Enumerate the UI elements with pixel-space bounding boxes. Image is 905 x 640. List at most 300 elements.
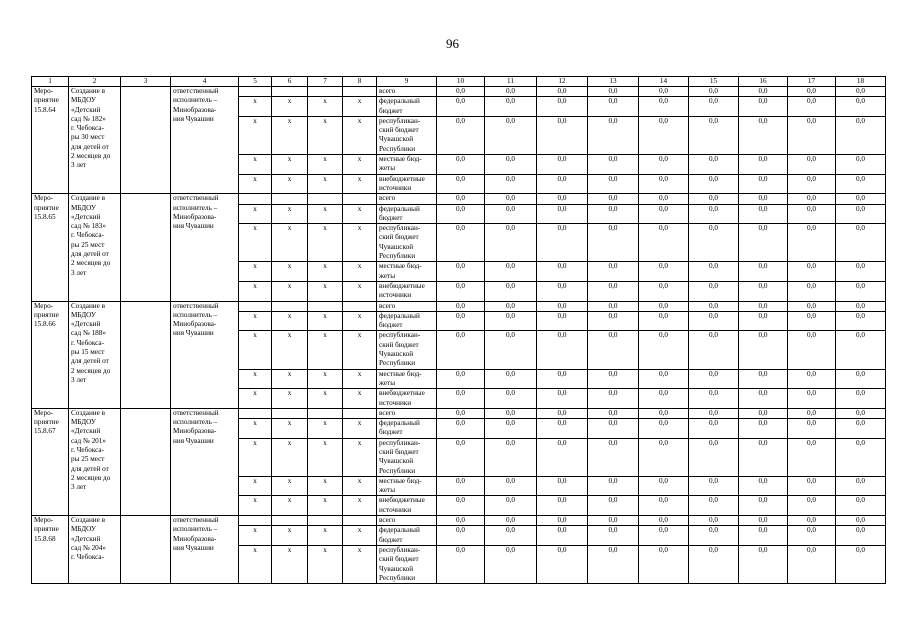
text-line: Минобразова-	[173, 105, 217, 114]
value-cell	[485, 281, 537, 301]
value-text: 0,0	[456, 526, 465, 535]
text-line: «Детский	[71, 320, 101, 329]
value-cell	[788, 311, 836, 331]
x-mark: x	[287, 174, 292, 183]
value-cell	[689, 516, 739, 526]
code-mark-cell	[343, 419, 377, 439]
x-mark: x	[287, 419, 292, 428]
x-mark: x	[357, 311, 362, 320]
x-mark: x	[357, 476, 362, 485]
text-line: 3 лет	[71, 268, 87, 277]
value-text: 0,0	[608, 116, 618, 125]
value-text: 0,0	[456, 174, 465, 183]
value-cell	[689, 281, 739, 301]
code-mark-cell	[308, 194, 343, 204]
value-text: 0,0	[807, 301, 816, 310]
value-cell	[537, 311, 588, 331]
value-cell	[689, 262, 739, 282]
code-mark-cell	[272, 97, 308, 117]
text-line: приятие	[34, 203, 59, 212]
value-text: 0,0	[807, 97, 816, 106]
value-text: 0,0	[557, 369, 567, 378]
x-mark: x	[357, 369, 362, 378]
value-cell	[739, 281, 788, 301]
code-mark-cell	[343, 174, 377, 194]
value-cell	[788, 224, 836, 262]
value-text: 0,0	[659, 174, 668, 183]
value-cell	[588, 97, 639, 117]
column-header: 17	[788, 77, 836, 87]
value-text: 0,0	[557, 155, 567, 164]
value-cell	[588, 194, 639, 204]
value-cell	[639, 408, 689, 418]
value-cell	[537, 262, 588, 282]
value-cell	[739, 155, 788, 175]
text-line: ответственный	[173, 408, 219, 417]
value-cell	[836, 311, 886, 331]
value-cell	[639, 369, 689, 389]
value-cell	[588, 204, 639, 224]
value-cell	[437, 438, 485, 476]
value-text: 0,0	[659, 496, 668, 505]
code-mark-cell	[343, 545, 377, 583]
value-text: 0,0	[856, 116, 865, 125]
value-cell	[485, 311, 537, 331]
value-cell	[739, 311, 788, 331]
page-number: 96	[446, 36, 459, 51]
value-cell	[485, 526, 537, 546]
x-mark: x	[357, 496, 362, 505]
value-text: 0,0	[709, 369, 718, 378]
value-cell	[485, 331, 537, 369]
code-mark-cell	[239, 281, 272, 301]
x-mark: x	[253, 281, 257, 290]
value-text: 0,0	[709, 262, 718, 271]
value-text: 0,0	[506, 419, 515, 428]
text-line: Создание в	[71, 516, 106, 525]
value-cell	[689, 526, 739, 546]
value-text: 0,0	[856, 419, 865, 428]
value-text: 0,0	[709, 389, 718, 398]
text-line: исполнитель –	[173, 525, 218, 534]
value-text: 0,0	[608, 419, 618, 428]
column-header: 4	[171, 77, 239, 87]
value-text: 0,0	[807, 526, 816, 535]
value-cell	[639, 476, 689, 496]
value-cell	[588, 369, 639, 389]
text-line: исполнитель –	[173, 96, 218, 105]
value-cell	[739, 301, 788, 311]
value-text: 0,0	[608, 87, 618, 95]
column-header: 11	[485, 77, 537, 87]
code-mark-cell	[272, 194, 308, 204]
value-text: 0,0	[557, 97, 567, 106]
value-text: 0,0	[608, 389, 618, 398]
text-line: республикан-	[379, 116, 421, 125]
value-text: 0,0	[807, 194, 816, 203]
value-cell	[739, 526, 788, 546]
x-mark: x	[357, 545, 362, 554]
value-cell	[689, 408, 739, 418]
code-mark-cell	[272, 516, 308, 526]
value-cell	[788, 155, 836, 175]
value-cell	[788, 331, 836, 369]
value-cell	[588, 174, 639, 194]
code-mark-cell	[343, 389, 377, 409]
value-text: 0,0	[856, 331, 865, 340]
text-line: Создание в	[71, 87, 106, 95]
value-text: 0,0	[758, 545, 768, 554]
value-cell	[537, 194, 588, 204]
value-cell	[788, 194, 836, 204]
value-text: 0,0	[807, 476, 816, 485]
text-line: источники	[379, 505, 412, 514]
value-cell	[437, 496, 485, 516]
value-cell	[537, 526, 588, 546]
value-text: 0,0	[856, 155, 865, 164]
value-text: 0,0	[456, 224, 465, 233]
value-text: 0,0	[758, 389, 768, 398]
text-line: всего	[379, 516, 396, 525]
value-text: 0,0	[856, 545, 865, 554]
value-text: 0,0	[506, 87, 515, 95]
value-text: 0,0	[709, 224, 718, 233]
value-cell	[485, 204, 537, 224]
code-mark-cell	[239, 97, 272, 117]
code-mark-cell	[308, 476, 343, 496]
value-cell	[739, 174, 788, 194]
value-cell	[739, 496, 788, 516]
value-cell	[437, 389, 485, 409]
value-text: 0,0	[456, 419, 465, 428]
value-text: 0,0	[856, 204, 865, 213]
value-cell	[537, 204, 588, 224]
value-cell	[485, 545, 537, 583]
value-text: 0,0	[807, 204, 816, 213]
value-cell	[537, 389, 588, 409]
text-line: Чувашской	[379, 564, 414, 573]
event-description-cell	[69, 408, 121, 515]
value-text: 0,0	[709, 476, 718, 485]
value-text: 0,0	[856, 408, 865, 417]
code-mark-cell	[272, 262, 308, 282]
text-line: 3 лет	[71, 375, 87, 384]
code-mark-cell	[343, 155, 377, 175]
value-text: 0,0	[506, 408, 515, 417]
code-mark-cell	[239, 155, 272, 175]
value-text: 0,0	[608, 438, 618, 447]
text-line: 15.8.67	[34, 427, 56, 436]
column-header: 1	[32, 77, 69, 87]
x-mark: x	[253, 311, 257, 320]
value-text: 0,0	[659, 155, 668, 164]
value-cell	[689, 116, 739, 154]
value-cell	[437, 311, 485, 331]
value-cell	[836, 419, 886, 439]
value-text: 0,0	[856, 526, 865, 535]
value-cell	[788, 408, 836, 418]
code-mark-cell	[308, 496, 343, 516]
code-mark-cell	[239, 389, 272, 409]
value-text: 0,0	[557, 545, 567, 554]
code-mark-cell	[239, 204, 272, 224]
text-line: Чувашской	[379, 350, 414, 359]
value-cell	[537, 369, 588, 389]
text-line: 2 месяцев до	[71, 259, 111, 268]
funding-source-cell	[377, 194, 437, 204]
value-text: 0,0	[456, 194, 465, 203]
text-line: г. Чебокса-	[71, 553, 105, 562]
value-text: 0,0	[807, 87, 816, 95]
funding-source-cell	[377, 438, 437, 476]
funding-source-cell	[377, 281, 437, 301]
funding-source-cell	[377, 389, 437, 409]
value-cell	[739, 116, 788, 154]
code-mark-cell	[308, 224, 343, 262]
event-code-cell	[32, 87, 69, 194]
code-mark-cell	[272, 87, 308, 97]
text-line: всего	[379, 301, 396, 310]
column-header: 3	[121, 77, 171, 87]
value-text: 0,0	[557, 516, 567, 525]
code-mark-cell	[308, 155, 343, 175]
value-cell	[739, 194, 788, 204]
text-line: республикан-	[379, 545, 421, 554]
value-text: 0,0	[557, 419, 567, 428]
x-mark: x	[357, 331, 362, 340]
x-mark: x	[253, 526, 257, 535]
funding-source-cell	[377, 408, 437, 418]
x-mark: x	[253, 419, 257, 428]
value-text: 0,0	[506, 311, 515, 320]
value-cell	[437, 408, 485, 418]
x-mark: x	[287, 262, 292, 271]
text-line: «Детский	[71, 212, 101, 221]
value-cell	[788, 389, 836, 409]
funding-source-cell	[377, 419, 437, 439]
value-text: 0,0	[506, 369, 515, 378]
value-text: 0,0	[856, 369, 865, 378]
funding-source-cell	[377, 331, 437, 369]
text-line: приятие	[34, 525, 59, 534]
value-cell	[437, 174, 485, 194]
value-text: 0,0	[856, 87, 865, 95]
value-text: 0,0	[557, 496, 567, 505]
value-text: 0,0	[608, 331, 618, 340]
x-mark: x	[287, 311, 292, 320]
text-line: исполнитель –	[173, 418, 218, 427]
value-text: 0,0	[506, 281, 515, 290]
value-text: 0,0	[758, 155, 768, 164]
value-text: 0,0	[506, 545, 515, 554]
x-mark: x	[287, 369, 292, 378]
value-text: 0,0	[557, 224, 567, 233]
value-text: 0,0	[506, 116, 515, 125]
value-text: 0,0	[608, 516, 618, 525]
text-line: Меро-	[34, 516, 54, 525]
code-mark-cell	[308, 389, 343, 409]
code-mark-cell	[308, 281, 343, 301]
value-cell	[437, 87, 485, 97]
value-text: 0,0	[807, 369, 816, 378]
text-line: Меро-	[34, 194, 54, 203]
text-line: исполнитель –	[173, 203, 218, 212]
value-text: 0,0	[758, 204, 768, 213]
value-text: 0,0	[807, 311, 816, 320]
x-mark: x	[357, 174, 362, 183]
x-mark: x	[323, 204, 327, 213]
value-text: 0,0	[506, 389, 515, 398]
responsible-cell	[171, 194, 239, 301]
value-cell	[739, 408, 788, 418]
text-line: всего	[379, 408, 396, 417]
x-mark: x	[323, 438, 327, 447]
value-cell	[588, 116, 639, 154]
value-cell	[437, 331, 485, 369]
value-cell	[788, 262, 836, 282]
value-cell	[588, 516, 639, 526]
text-line: ния Чувашии	[173, 436, 214, 445]
x-mark: x	[253, 174, 257, 183]
value-cell	[639, 262, 689, 282]
value-text: 0,0	[456, 369, 465, 378]
text-line: Минобразова-	[173, 320, 217, 329]
empty-cell	[121, 87, 171, 194]
text-line: г. Чебокса-	[71, 124, 105, 133]
value-text: 0,0	[856, 194, 865, 203]
value-text: 0,0	[608, 97, 618, 106]
value-text: 0,0	[856, 281, 865, 290]
value-cell	[485, 389, 537, 409]
column-header: 15	[689, 77, 739, 87]
text-line: бюджет	[379, 321, 403, 330]
value-text: 0,0	[456, 476, 465, 485]
code-mark-cell	[239, 369, 272, 389]
x-mark: x	[323, 281, 327, 290]
value-text: 0,0	[608, 262, 618, 271]
value-text: 0,0	[506, 526, 515, 535]
value-text: 0,0	[506, 476, 515, 485]
code-mark-cell	[308, 438, 343, 476]
x-mark: x	[323, 155, 327, 164]
value-text: 0,0	[608, 281, 618, 290]
value-text: 0,0	[659, 526, 668, 535]
column-header: 14	[639, 77, 689, 87]
x-mark: x	[253, 262, 257, 271]
value-text: 0,0	[709, 97, 718, 106]
x-mark: x	[323, 419, 327, 428]
x-mark: x	[253, 369, 257, 378]
value-text: 0,0	[608, 194, 618, 203]
value-cell	[537, 224, 588, 262]
event-code-cell	[32, 408, 69, 515]
x-mark: x	[323, 545, 327, 554]
value-text: 0,0	[758, 408, 768, 417]
value-cell	[788, 476, 836, 496]
value-text: 0,0	[506, 516, 515, 525]
column-header: 16	[739, 77, 788, 87]
text-line: ский бюджет	[379, 447, 419, 456]
value-text: 0,0	[758, 281, 768, 290]
value-text: 0,0	[659, 516, 668, 525]
code-mark-cell	[308, 301, 343, 311]
value-cell	[689, 369, 739, 389]
code-mark-cell	[343, 301, 377, 311]
value-text: 0,0	[557, 476, 567, 485]
text-line: Республики	[379, 573, 416, 582]
x-mark: x	[357, 526, 362, 535]
value-text: 0,0	[758, 496, 768, 505]
value-text: 0,0	[709, 194, 718, 203]
code-mark-cell	[272, 174, 308, 194]
x-mark: x	[253, 438, 257, 447]
value-cell	[588, 408, 639, 418]
value-cell	[537, 476, 588, 496]
text-line: для детей от	[71, 250, 109, 259]
value-text: 0,0	[557, 116, 567, 125]
value-cell	[639, 204, 689, 224]
value-cell	[836, 224, 886, 262]
text-line: местные бюд-	[379, 369, 422, 378]
value-text: 0,0	[659, 262, 668, 271]
value-cell	[588, 419, 639, 439]
value-cell	[485, 476, 537, 496]
value-cell	[836, 174, 886, 194]
value-cell	[689, 97, 739, 117]
value-cell	[588, 224, 639, 262]
value-cell	[788, 545, 836, 583]
text-line: сад № 188»	[71, 329, 106, 338]
value-text: 0,0	[557, 301, 567, 310]
x-mark: x	[253, 331, 257, 340]
x-mark: x	[357, 419, 362, 428]
code-mark-cell	[272, 155, 308, 175]
text-line: ры 15 мест	[71, 348, 105, 357]
value-text: 0,0	[608, 224, 618, 233]
value-text: 0,0	[856, 476, 865, 485]
value-cell	[836, 97, 886, 117]
code-mark-cell	[239, 526, 272, 546]
column-header: 5	[239, 77, 272, 87]
value-cell	[437, 155, 485, 175]
text-line: ответственный	[173, 194, 219, 203]
value-cell	[836, 476, 886, 496]
value-text: 0,0	[758, 194, 768, 203]
column-header: 12	[537, 77, 588, 87]
text-line: Республики	[379, 359, 416, 368]
value-text: 0,0	[856, 496, 865, 505]
value-cell	[836, 155, 886, 175]
x-mark: x	[287, 496, 292, 505]
value-cell	[537, 438, 588, 476]
value-text: 0,0	[608, 174, 618, 183]
value-text: 0,0	[506, 194, 515, 203]
code-mark-cell	[239, 516, 272, 526]
x-mark: x	[323, 262, 327, 271]
value-cell	[639, 331, 689, 369]
value-cell	[739, 476, 788, 496]
value-cell	[739, 97, 788, 117]
value-cell	[588, 311, 639, 331]
text-line: приятие	[34, 418, 59, 427]
value-cell	[836, 496, 886, 516]
code-mark-cell	[272, 526, 308, 546]
text-line: бюджет	[379, 428, 403, 437]
column-header: 18	[836, 77, 886, 87]
value-text: 0,0	[659, 116, 668, 125]
text-line: ский бюджет	[379, 233, 419, 242]
value-cell	[836, 281, 886, 301]
